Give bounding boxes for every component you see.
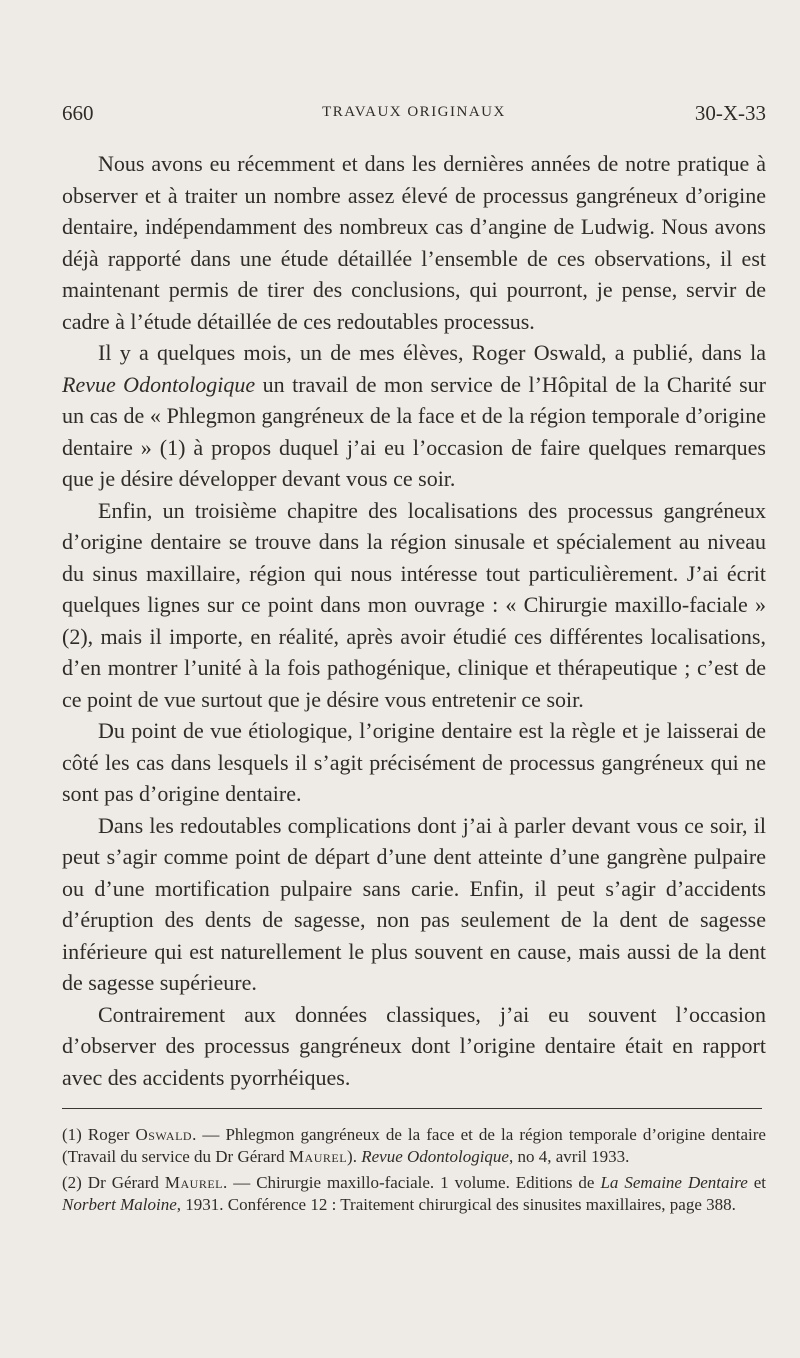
footnote-2-text-b: et: [747, 1173, 766, 1192]
page-number: 660: [62, 101, 94, 125]
footnote-1-journal: Revue Odontologique: [361, 1147, 509, 1166]
footnote-2-publisher-2: Norbert Maloine: [62, 1195, 177, 1214]
paragraph-2-text-a: Il y a quelques mois, un de mes élèves, Roger Oswald, a publié, dans la: [98, 340, 766, 365]
paragraph-3: Enfin, un troisième chapitre des localisations des processus gangréneux d’origine dentaire se trouve dans la région sinusale et spécialement au niveau du sinus maxillaire, région qui nous intéresse tout particulièrement. J’ai écrit quelques lignes sur ce point dans mon ouvrage : « Chirurgie maxillo-faciale » (2), mais il importe, en réalité, après avoir étudié ces différentes localisations, d’en montrer l’unité à la fois pathogénique, clinique et thérapeutique ; c’est de ce point de vue surtout que je désire vous entretenir ce soir.: [62, 497, 766, 712]
footnote-2-author: Maurel: [164, 1173, 223, 1192]
header-date: 30-X-33: [694, 101, 766, 125]
paragraph-1: Nous avons eu récemment et dans les dernières années de notre pratique à observer et à traiter un nombre assez élevé de processus gangréneux d’origine dentaire, indépendamment des nombreux cas d’angine de Ludwig. Nous avons déjà rapporté dans une étude détaillée l’ensemble de ces observations, il est maintenant permis de tirer des conclusions, qui pourront, je pense, servir de cadre à l’étude détaillée de ces redoutables processus.: [62, 151, 766, 334]
journal-title: Revue Odontologique: [62, 371, 256, 397]
paragraph-2: [62, 337, 766, 495]
paragraph-5: Dans les redoutables complications dont j’ai à parler devant vous ce soir, il peut s’agir comme point de départ d’une dent atteinte d’une gangrène pulpaire ou d’une mortification pulpaire sans carie. Enfin, il peut s’agir d’accidents d’éruption des dents de sagesse, non pas seulement de la dent de sagesse inférieure qui est naturellement le plus souvent en cause, mais aussi de la dent de sagesse supérieure.: [62, 812, 766, 995]
footnote-1-text-a: . — Phlegmon gangréneux de la face et de la région temporale d’origine dentaire (Travail du service du Dr Gérard: [62, 1125, 766, 1166]
footnote-1-maurel: Maurel: [288, 1147, 348, 1166]
footnote-2: [62, 1172, 766, 1216]
footnote-2-number: (2) Dr Gérard: [62, 1173, 165, 1192]
footnote-1-text-b: ).: [347, 1147, 362, 1166]
footnote-2-text-c: , 1931. Conférence 12 : Traitement chirurgical des sinusites maxillaires, page 388.: [176, 1195, 736, 1214]
footnote-1-text-c: , no 4, avril 1933.: [508, 1147, 630, 1166]
running-title: TRAVAUX ORIGINAUX: [322, 104, 506, 120]
footnotes: [62, 1124, 766, 1220]
footnote-2-publisher-1: La Semaine Dentaire: [600, 1173, 748, 1192]
footnote-1: [62, 1124, 766, 1168]
paragraph-4: Du point de vue étiologique, l’origine dentaire est la règle et je laisserai de côté les cas dans lesquels il s’agit précisément de processus gangréneux qui ne sont pas d’origine dentaire.: [62, 718, 766, 806]
footnote-2-text-a: . — Chirurgie maxillo-faciale. 1 volume. Editions de: [223, 1173, 601, 1192]
footnote-1-author: Oswald: [135, 1125, 193, 1144]
body-text: [62, 148, 766, 1093]
page-header: [62, 101, 766, 131]
footnote-1-number: (1) Roger: [62, 1125, 136, 1144]
paragraph-2-text-b: un travail de mon service de l’Hôpital de la Charité sur un cas de « Phlegmon gangréneux de la face et de la région temporale d’origine dentaire » (1) à propos duquel j’ai eu l’occasion de faire quelques remarques que je désire développer devant vous ce soir.: [62, 371, 766, 491]
paragraph-6: Contrairement aux données classiques, j’ai eu souvent l’occasion d’observer des processus gangréneux dont l’origine dentaire était en rapport avec des accidents pyorrhéiques.: [62, 1001, 766, 1090]
footnote-divider: [62, 1108, 762, 1109]
